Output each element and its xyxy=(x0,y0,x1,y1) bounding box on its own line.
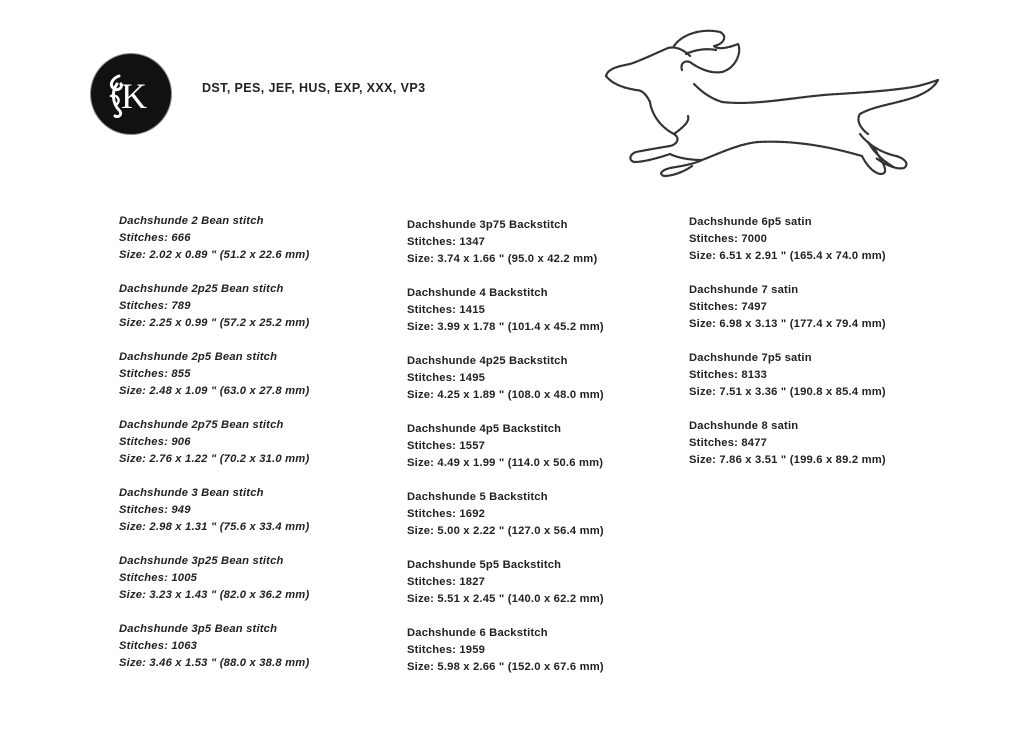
design-stitches: Stitches: 1415 xyxy=(407,304,486,316)
design-size: Size: 4.25 x 1.89 " (108.0 x 48.0 mm) xyxy=(407,389,604,401)
logo-letter: K xyxy=(121,76,147,116)
design-name: Dachshunde 7 satin xyxy=(689,284,799,296)
design-stitches: Stitches: 1495 xyxy=(407,372,486,384)
design-stitches: Stitches: 666 xyxy=(119,232,191,244)
design-size: Size: 7.51 x 3.36 " (190.8 x 85.4 mm) xyxy=(689,386,886,398)
design-stitches: Stitches: 1827 xyxy=(407,576,486,588)
design-entry xyxy=(119,417,309,468)
design-stitches: Stitches: 7000 xyxy=(689,233,768,245)
design-entry xyxy=(407,625,604,676)
design-stitches: Stitches: 1692 xyxy=(407,508,486,520)
design-size: Size: 2.76 x 1.22 " (70.2 x 31.0 mm) xyxy=(119,453,310,465)
design-size: Size: 5.98 x 2.66 " (152.0 x 67.6 mm) xyxy=(407,661,604,673)
design-size: Size: 3.99 x 1.78 " (101.4 x 45.2 mm) xyxy=(407,321,604,333)
design-name: Dachshunde 4p25 Backstitch xyxy=(407,355,568,367)
brand-logo xyxy=(91,54,171,134)
design-stitches: Stitches: 1005 xyxy=(119,572,198,584)
design-entry xyxy=(119,553,309,604)
design-name: Dachshunde 2p75 Bean stitch xyxy=(119,419,284,431)
design-entry xyxy=(689,418,886,469)
design-name: Dachshunde 7p5 satin xyxy=(689,352,812,364)
design-entry xyxy=(119,621,309,672)
design-name: Dachshunde 5p5 Backstitch xyxy=(407,559,562,571)
design-name: Dachshunde 3p5 Bean stitch xyxy=(119,623,278,635)
design-stitches: Stitches: 1959 xyxy=(407,644,486,656)
design-size: Size: 3.74 x 1.66 " (95.0 x 42.2 mm) xyxy=(407,253,598,265)
design-entry xyxy=(689,350,886,401)
design-entry xyxy=(407,557,604,608)
design-stitches: Stitches: 789 xyxy=(119,300,191,312)
design-name: Dachshunde 6 Backstitch xyxy=(407,627,548,639)
design-size: Size: 5.00 x 2.22 " (127.0 x 56.4 mm) xyxy=(407,525,604,537)
design-size: Size: 2.48 x 1.09 " (63.0 x 27.8 mm) xyxy=(119,385,310,397)
design-entry xyxy=(689,214,886,265)
design-entry xyxy=(119,281,309,332)
design-size: Size: 3.46 x 1.53 " (88.0 x 38.8 mm) xyxy=(119,657,310,669)
design-size: Size: 2.98 x 1.31 " (75.6 x 33.4 mm) xyxy=(119,521,310,533)
design-size: Size: 2.25 x 0.99 " (57.2 x 25.2 mm) xyxy=(119,317,310,329)
design-stitches: Stitches: 855 xyxy=(119,368,191,380)
design-entry xyxy=(689,282,886,333)
design-name: Dachshunde 6p5 satin xyxy=(689,216,812,228)
design-stitches: Stitches: 1557 xyxy=(407,440,486,452)
design-stitches: Stitches: 8133 xyxy=(689,369,768,381)
design-name: Dachshunde 3p75 Backstitch xyxy=(407,219,568,231)
design-stitches: Stitches: 906 xyxy=(119,436,191,448)
design-entry xyxy=(407,217,597,268)
design-name: Dachshunde 3p25 Bean stitch xyxy=(119,555,284,567)
design-entry xyxy=(119,349,309,400)
design-size: Size: 6.98 x 3.13 " (177.4 x 79.4 mm) xyxy=(689,318,886,330)
design-size: Size: 5.51 x 2.45 " (140.0 x 62.2 mm) xyxy=(407,593,604,605)
design-entry xyxy=(407,285,604,336)
design-name: Dachshunde 2p25 Bean stitch xyxy=(119,283,284,295)
design-entry xyxy=(407,353,604,404)
design-name: Dachshunde 2p5 Bean stitch xyxy=(119,351,278,363)
design-entry xyxy=(119,485,309,536)
design-size: Size: 2.02 x 0.89 " (51.2 x 22.6 mm) xyxy=(119,249,310,261)
design-stitches: Stitches: 949 xyxy=(119,504,191,516)
design-stitches: Stitches: 7497 xyxy=(689,301,768,313)
design-entry xyxy=(119,213,309,264)
design-size: Size: 3.23 x 1.43 " (82.0 x 36.2 mm) xyxy=(119,589,310,601)
design-name: Dachshunde 3 Bean stitch xyxy=(119,487,264,499)
design-size: Size: 6.51 x 2.91 " (165.4 x 74.0 mm) xyxy=(689,250,886,262)
design-name: Dachshunde 5 Backstitch xyxy=(407,491,548,503)
design-size: Size: 4.49 x 1.99 " (114.0 x 50.6 mm) xyxy=(407,457,604,469)
design-stitches: Stitches: 1347 xyxy=(407,236,486,248)
design-stitches: Stitches: 1063 xyxy=(119,640,198,652)
design-name: Dachshunde 4 Backstitch xyxy=(407,287,548,299)
design-stitches: Stitches: 8477 xyxy=(689,437,768,449)
design-name: Dachshunde 2 Bean stitch xyxy=(119,215,264,227)
design-entry xyxy=(407,421,603,472)
design-name: Dachshunde 4p5 Backstitch xyxy=(407,423,562,435)
dachshund-outline-illustration xyxy=(598,24,943,184)
design-entry xyxy=(407,489,604,540)
design-size: Size: 7.86 x 3.51 " (199.6 x 89.2 mm) xyxy=(689,454,886,466)
file-formats: DST, PES, JEF, HUS, EXP, XXX, VP3 xyxy=(202,81,426,95)
design-name: Dachshunde 8 satin xyxy=(689,420,799,432)
monogram-k-icon xyxy=(91,54,171,134)
